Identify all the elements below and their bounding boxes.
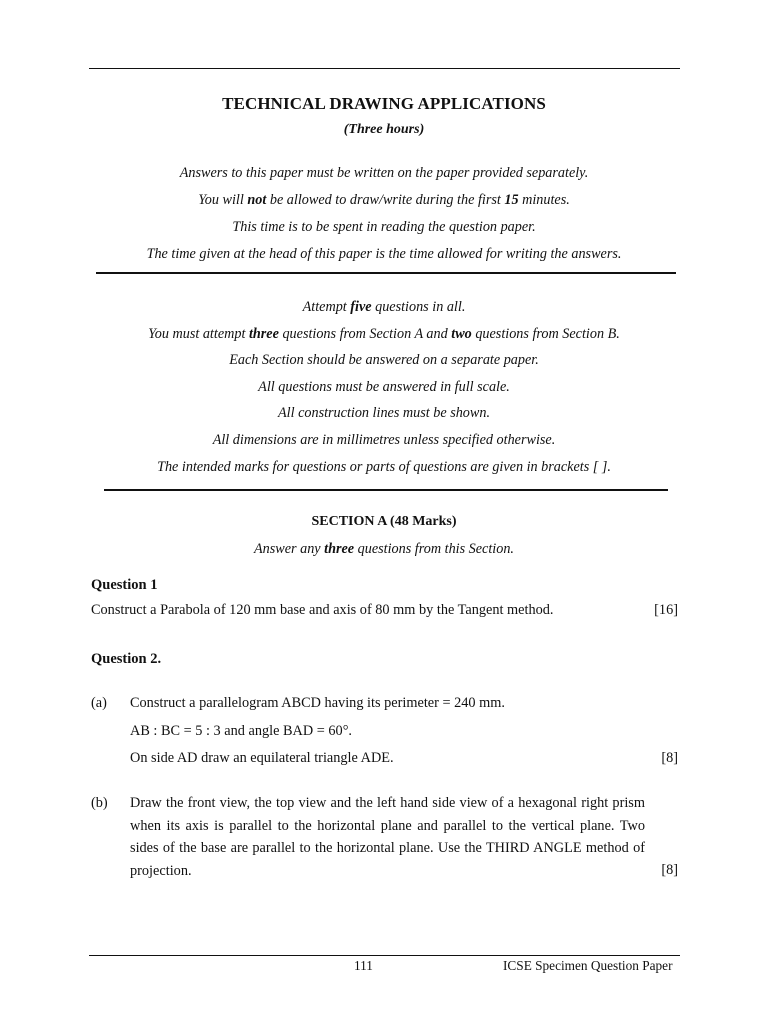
instruction-1-line	[0, 192, 768, 209]
footer-rule	[89, 955, 680, 956]
instruction-1-line-bold: not	[247, 192, 267, 208]
divider-rule-2	[104, 489, 668, 491]
question-2a-label: (a)	[91, 695, 107, 711]
instruction-2-line-mid: questions in all.	[371, 299, 466, 315]
question-2a-marks: [8]	[661, 750, 678, 766]
question-1-text: Construct a Parabola of 120 mm base and axis of 80 mm by the Tangent method.	[91, 602, 554, 618]
instruction-2-line	[0, 326, 768, 343]
instruction-2-line-pre: The intended marks for questions or parts of questions are given in brackets [ ].	[157, 458, 611, 475]
instruction-1-line-pre: The time given at the head of this paper is the time allowed for writing the answers.	[146, 246, 622, 262]
instruction-2-line-pre: All construction lines must be shown.	[277, 405, 491, 422]
instruction-2-line	[0, 432, 768, 449]
instruction-2-line-post: questions from Section B.	[471, 325, 620, 342]
instruction-1-line-post: minutes.	[518, 192, 570, 208]
instruction-1-line-pre: This time is to be spent in reading the question paper.	[232, 219, 536, 235]
instruction-2-line-mid: questions from Section A and	[278, 325, 452, 342]
instruction-1-line	[0, 219, 768, 236]
instruction-2-line-bold: five	[350, 299, 372, 315]
instruction-2-line-pre: All questions must be answered in full scale.	[258, 378, 510, 395]
instruction-1-line-pre: Answers to this paper must be written on the paper provided separately.	[179, 165, 589, 181]
question-2b-text: Draw the front view, the top view and the left hand side view of a hexagonal right prism when its axis is parallel to the horizontal plane and parallel to the vertical plane. Two sides of the base are parallel to the horizontal plane. Use the THIRD ANGLE method of projection.	[130, 795, 645, 880]
section-a-instruction	[0, 541, 768, 558]
section-a-instruction-pre: Answer any	[254, 541, 325, 557]
page-number: 111	[354, 958, 373, 973]
question-2a-line-1: Construct a parallelogram ABCD having its perimeter = 240 mm.	[130, 695, 505, 711]
instruction-2-line-pre: All dimensions are in millimetres unless specified otherwise.	[212, 432, 556, 448]
section-a-title: SECTION A (48 Marks)	[311, 514, 457, 529]
paper-duration: (Three hours)	[343, 122, 425, 137]
instruction-1-line	[0, 165, 768, 182]
top-rule	[89, 68, 680, 69]
instruction-1-line-mid: be allowed to draw/write during the first	[266, 192, 505, 208]
instruction-2-line-pre: Each Section should be answered on a separate paper.	[229, 352, 539, 369]
question-2a-line-3: On side AD draw an equilateral triangle ADE.	[130, 750, 394, 766]
question-2a-line-2: AB : BC = 5 : 3 and angle BAD = 60°.	[130, 723, 352, 739]
instruction-1-line-bold2: 15	[504, 192, 519, 208]
instruction-2-line	[0, 459, 768, 476]
instruction-2-line	[0, 379, 768, 396]
instruction-2-line	[0, 299, 768, 316]
question-2-heading: Question 2.	[91, 651, 162, 667]
section-a-instruction-bold: three	[324, 541, 355, 557]
instruction-2-line-pre: Attempt	[302, 299, 351, 315]
paper-name: ICSE Specimen Question Paper	[503, 958, 673, 973]
question-1-marks: [16]	[654, 602, 678, 618]
instruction-1-line	[0, 246, 768, 263]
paper-title: TECHNICAL DRAWING APPLICATIONS	[222, 94, 546, 113]
instruction-2-line-bold2: two	[451, 325, 472, 342]
instruction-2-line	[0, 352, 768, 369]
question-2b-label: (b)	[91, 795, 108, 811]
instruction-2-line-pre: You must attempt	[148, 325, 249, 342]
instruction-1-line-pre: You will	[198, 192, 248, 208]
instruction-2-line-bold: three	[248, 325, 279, 342]
question-2b-marks: [8]	[661, 862, 678, 878]
section-a-instruction-post: questions from this Section.	[354, 541, 514, 557]
question-1-heading: Question 1	[91, 577, 158, 593]
instruction-2-line	[0, 405, 768, 422]
divider-rule-1	[96, 272, 676, 274]
